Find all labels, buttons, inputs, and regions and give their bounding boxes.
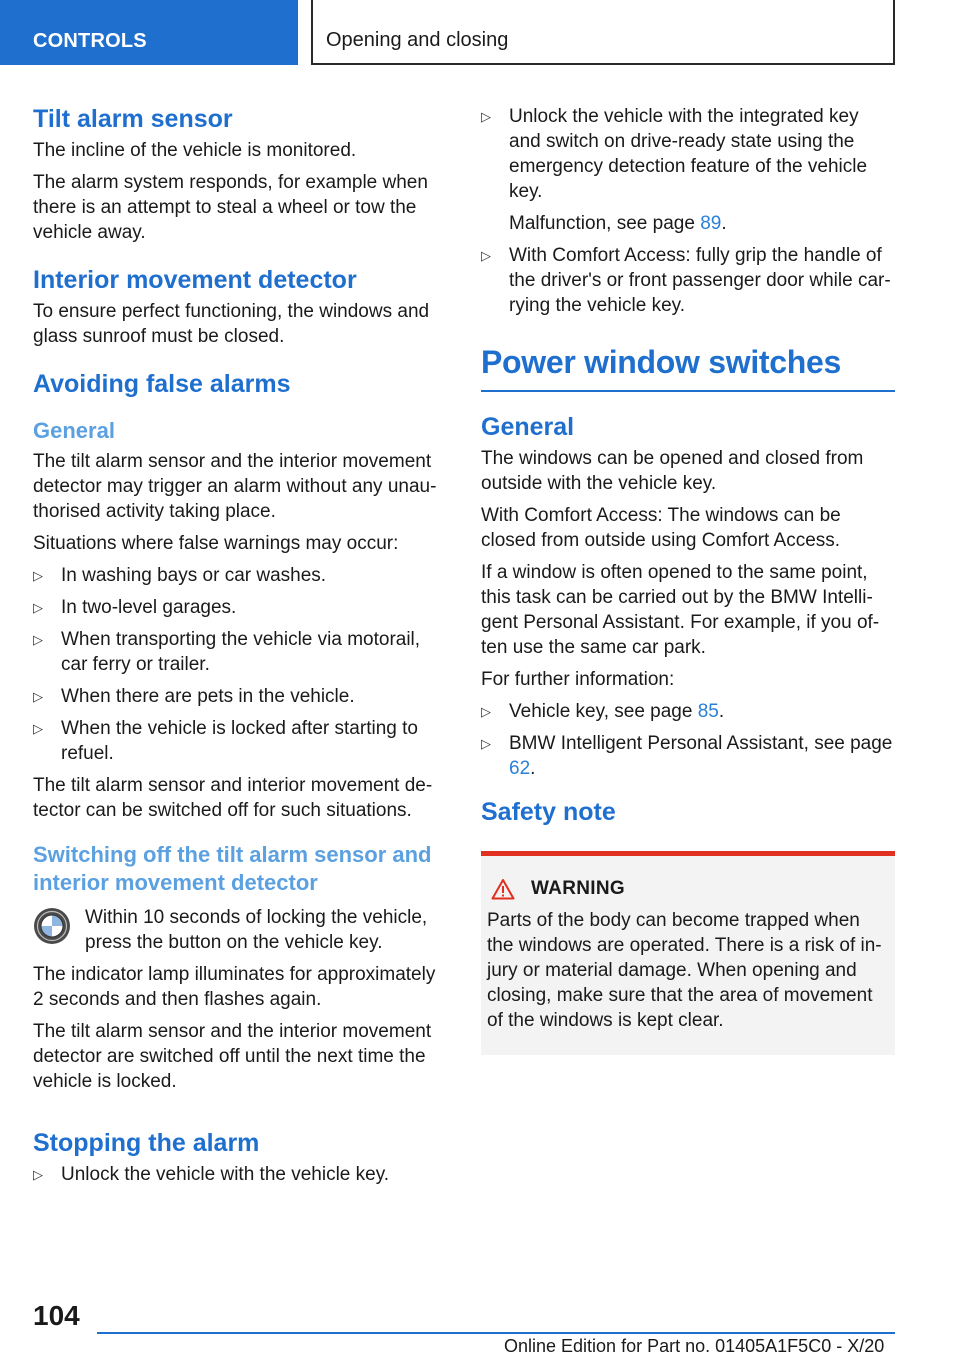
bullet-triangle-icon: ▷ — [33, 568, 43, 583]
unlock-list — [481, 104, 895, 318]
paragraph: The windows can be opened and closed from outside with the vehicle key. — [481, 448, 864, 494]
list-item: ▷ Unlock the vehicle with the integrated key and switch on drive-ready state using the emergency detection feature of the vehicle key. Malfunction, see page 89. — [481, 104, 895, 236]
heading-general: General — [33, 418, 115, 443]
page-link-85[interactable]: 85 — [697, 701, 719, 722]
paragraph: With Comfort Access: The windows can be closed from outside using Comfort Access. — [481, 505, 841, 551]
situations-list — [33, 563, 438, 766]
heading-tilt-alarm-sensor: Tilt alarm sensor — [33, 105, 233, 133]
bullet-triangle-icon: ▷ — [481, 248, 491, 263]
warning-title: WARNING — [531, 878, 625, 899]
malfunction-reference: Malfunction, see page 89. — [509, 213, 727, 234]
vehicle-key-instruction — [33, 905, 438, 955]
paragraph: The tilt alarm sensor and the interior movement detector are switched off until the next time the vehicle is locked. — [33, 1021, 432, 1092]
warning-text: Parts of the body can become trapped when the windows are operated. There is a risk of in-jury or material damage. When opening and closing, make sure that the area of movement of the windows is kept clear. — [487, 910, 882, 1031]
list-item: ▷ BMW Intelligent Personal Assistant, see page 62. — [481, 733, 893, 779]
section-tab — [0, 0, 298, 65]
warning-triangle-icon — [491, 878, 515, 900]
heading-stopping-the-alarm: Stopping the alarm — [33, 1129, 260, 1157]
chapter-tab — [311, 0, 895, 65]
heading-avoiding-false-alarms: Avoiding false alarms — [33, 370, 291, 398]
right-column — [481, 104, 895, 1055]
bullet-triangle-icon: ▷ — [33, 600, 43, 615]
paragraph: Situations where false warnings may occur: — [33, 533, 399, 554]
page-link-89[interactable]: 89 — [700, 213, 722, 234]
paragraph: The incline of the vehicle is monitored. — [33, 140, 357, 161]
page-link-62[interactable]: 62 — [509, 758, 531, 779]
bmw-key-icon — [33, 907, 71, 945]
heading-safety-note: Safety note — [481, 798, 616, 826]
list-item: ▷ When transporting the vehicle via motorail, car ferry or trailer. — [33, 629, 421, 675]
list-item: ▷ In washing bays or car washes. — [33, 565, 327, 586]
footer-divider — [97, 1332, 895, 1334]
bullet-triangle-icon: ▷ — [33, 689, 43, 704]
left-column — [33, 104, 438, 1194]
heading-general: General — [481, 413, 575, 441]
list-item: ▷ When the vehicle is locked after starting to refuel. — [33, 718, 418, 764]
edition-footer: Online Edition for Part no. 01405A1F5C0 - X/20 — [504, 1336, 885, 1356]
list-item: ▷ Unlock the vehicle with the vehicle key. — [33, 1164, 390, 1185]
bullet-triangle-icon: ▷ — [481, 736, 491, 751]
warning-box — [481, 851, 895, 1055]
paragraph: The tilt alarm sensor and interior movement de-tector can be switched off for such situations. — [33, 775, 433, 821]
stop-list — [33, 1162, 438, 1187]
paragraph: The tilt alarm sensor and the interior movement detector may trigger an alarm without any unau-thorised activity taking place. — [33, 451, 437, 522]
paragraph: Within 10 seconds of locking the vehicle, press the button on the vehicle key. — [85, 907, 428, 953]
heading-switching-off: Switching off the tilt alarm sensor and interior movement detector — [33, 842, 432, 895]
paragraph: For further information: — [481, 669, 675, 690]
info-list — [481, 699, 895, 781]
heading-interior-movement-detector: Interior movement detector — [33, 266, 357, 294]
heading-power-window-switches: Power window switches — [481, 342, 895, 392]
bullet-triangle-icon: ▷ — [481, 704, 491, 719]
list-item: ▷ Vehicle key, see page 85. — [481, 701, 725, 722]
list-item: ▷ When there are pets in the vehicle. — [33, 686, 355, 707]
list-item: ▷ With Comfort Access: fully grip the handle of the driver's or front passenger door while car-rying the vehicle key. — [481, 245, 891, 316]
bullet-triangle-icon: ▷ — [33, 632, 43, 647]
page-number: 104 — [33, 1300, 80, 1331]
list-item: ▷ In two-level garages. — [33, 597, 237, 618]
warning-header — [487, 878, 885, 900]
bullet-triangle-icon: ▷ — [33, 1167, 43, 1182]
chapter-label: Opening and closing — [326, 29, 509, 51]
paragraph: The alarm system responds, for example when there is an attempt to steal a wheel or tow the vehicle away. — [33, 172, 428, 243]
bullet-triangle-icon: ▷ — [33, 721, 43, 736]
paragraph: If a window is often opened to the same point, this task can be carried out by the BMW Intelli-gent Personal Assistant. For example, if you of-ten use the same car park. — [481, 562, 880, 658]
bullet-triangle-icon: ▷ — [481, 109, 491, 124]
section-label: CONTROLS — [33, 30, 147, 52]
paragraph: The indicator lamp illuminates for approximately 2 seconds and then flashes again. — [33, 964, 436, 1010]
paragraph: To ensure perfect functioning, the windows and glass sunroof must be closed. — [33, 301, 430, 347]
